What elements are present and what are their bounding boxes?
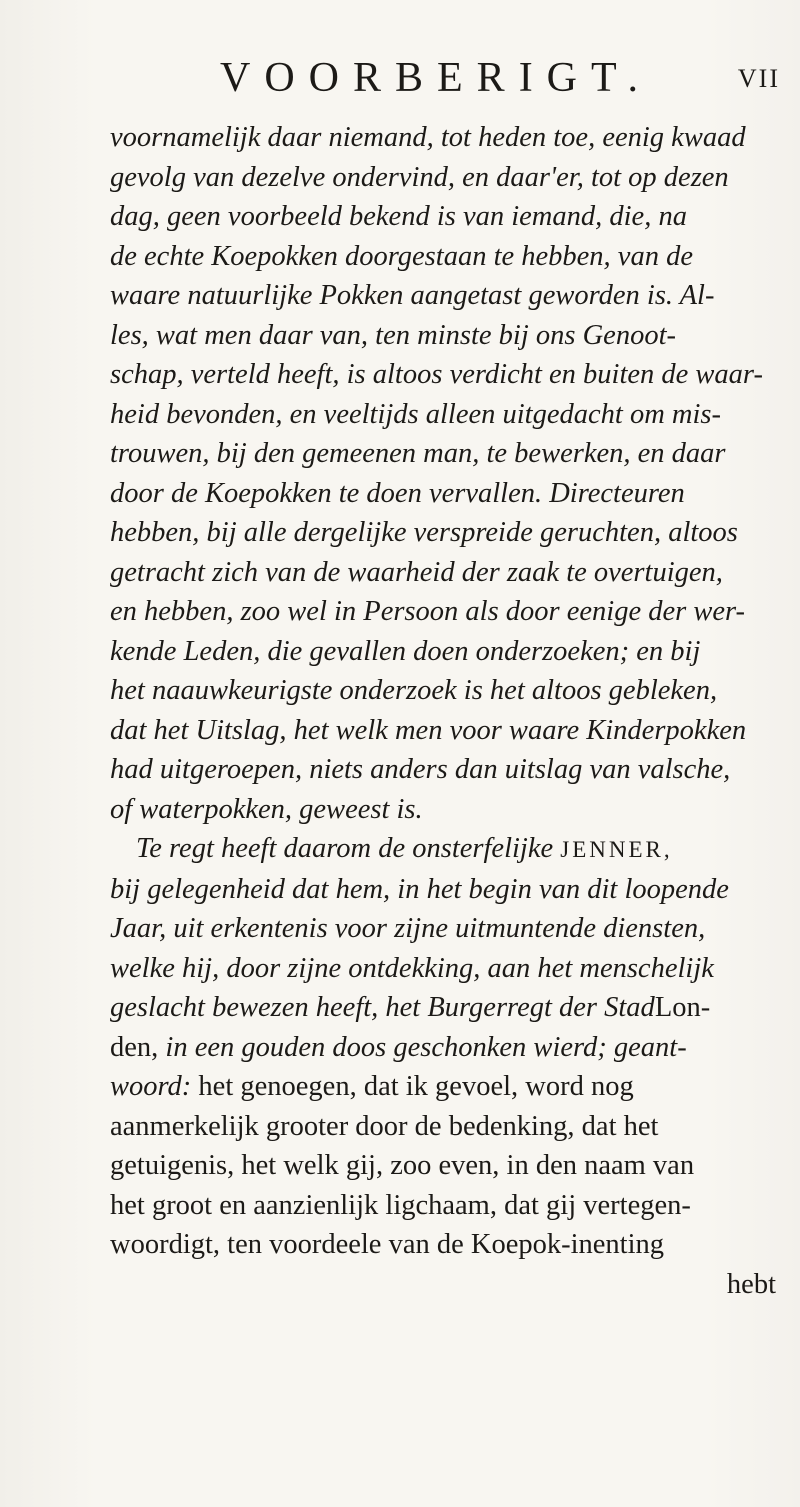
text-line: les, wat men daar van, ten minste bij ons Genoot-	[110, 319, 676, 351]
text-line	[110, 829, 782, 870]
text-line: getracht zich van de waarheid der zaak te overtuigen,	[110, 556, 723, 588]
text-line: trouwen, bij den gemeenen man, te bewerken, en daar	[110, 438, 726, 469]
text-line: bij gelegenheid dat hem, in het begin van dit loopende	[110, 873, 729, 905]
text-line: heid bevonden, en veeltijds alleen uitgedacht om mis-	[110, 398, 721, 430]
paragraph-1	[110, 118, 782, 829]
text-line: dag, geen voorbeeld bekend is van iemand, die, na	[110, 201, 687, 232]
text-line	[110, 988, 782, 1028]
body-text	[110, 118, 782, 1304]
text-line: waare natuurlijke Pokken aangetast geworden is. Al-	[110, 280, 715, 311]
text-fragment: het genoegen, dat ik gevoel, word nog	[198, 1071, 634, 1102]
text-fragment: Te regt heeft daarom de onsterfelijke	[136, 833, 554, 864]
page-number: VII	[737, 64, 780, 93]
text-line: het naauwkeurigste onderzoek is het altoos gebleken,	[110, 675, 718, 706]
text-line: het groot en aanzienlijk ligchaam, dat gij vertegen-	[110, 1189, 691, 1221]
text-line	[110, 1067, 782, 1107]
text-line: Jaar, uit erkentenis voor zijne uitmuntende diensten,	[110, 913, 706, 944]
text-fragment: in een gouden doos geschonken wierd; geant-	[165, 1031, 687, 1063]
catchword: hebt	[726, 1268, 776, 1300]
name-jenner: JENNER,	[560, 837, 673, 862]
text-line: de echte Koepokken doorgestaan te hebben, van de	[110, 240, 693, 272]
text-line	[110, 1028, 782, 1068]
text-line: aanmerkelijk grooter door de bedenking, dat het	[110, 1110, 659, 1142]
text-line: welke hij, door zijne ontdekking, aan het menschelijk	[110, 952, 714, 984]
text-line: voornamelijk daar niemand, tot heden toe, eenig kwaad	[110, 122, 746, 153]
text-fragment: Lon-	[654, 992, 711, 1023]
text-line: en hebben, zoo wel in Persoon als door eenige der wer-	[110, 596, 746, 627]
text-line: gevolg van dezelve ondervind, en daar'er, tot op dezen	[110, 161, 729, 193]
running-header	[220, 54, 780, 102]
text-fragment: den,	[110, 1031, 159, 1063]
text-line: kende Leden, die gevallen doen onderzoeken; en bij	[110, 635, 701, 667]
text-line: getuigenis, het welk gij, zoo even, in den naam van	[110, 1150, 695, 1181]
paragraph-2	[110, 829, 782, 1304]
text-fragment: woord:	[110, 1071, 192, 1102]
text-line: door de Koepokken te doen vervallen. Directeuren	[110, 477, 685, 509]
text-fragment: geslacht bewezen heeft, het Burgerregt der Stad	[110, 992, 655, 1023]
text-line: woordigt, ten voordeele van de Koepok-inenting	[110, 1229, 665, 1260]
text-line: dat het Uitslag, het welk men voor waare Kinderpokken	[110, 714, 747, 746]
text-line: schap, verteld heeft, is altoos verdicht en buiten de waar-	[110, 359, 763, 390]
text-line: hebben, bij alle dergelijke verspreide geruchten, altoos	[110, 517, 738, 548]
text-line: of waterpokken, geweest is.	[110, 793, 423, 825]
header-title: VOORBERIGT.	[220, 55, 653, 101]
text-line: had uitgeroepen, niets anders dan uitslag van valsche,	[110, 754, 731, 785]
